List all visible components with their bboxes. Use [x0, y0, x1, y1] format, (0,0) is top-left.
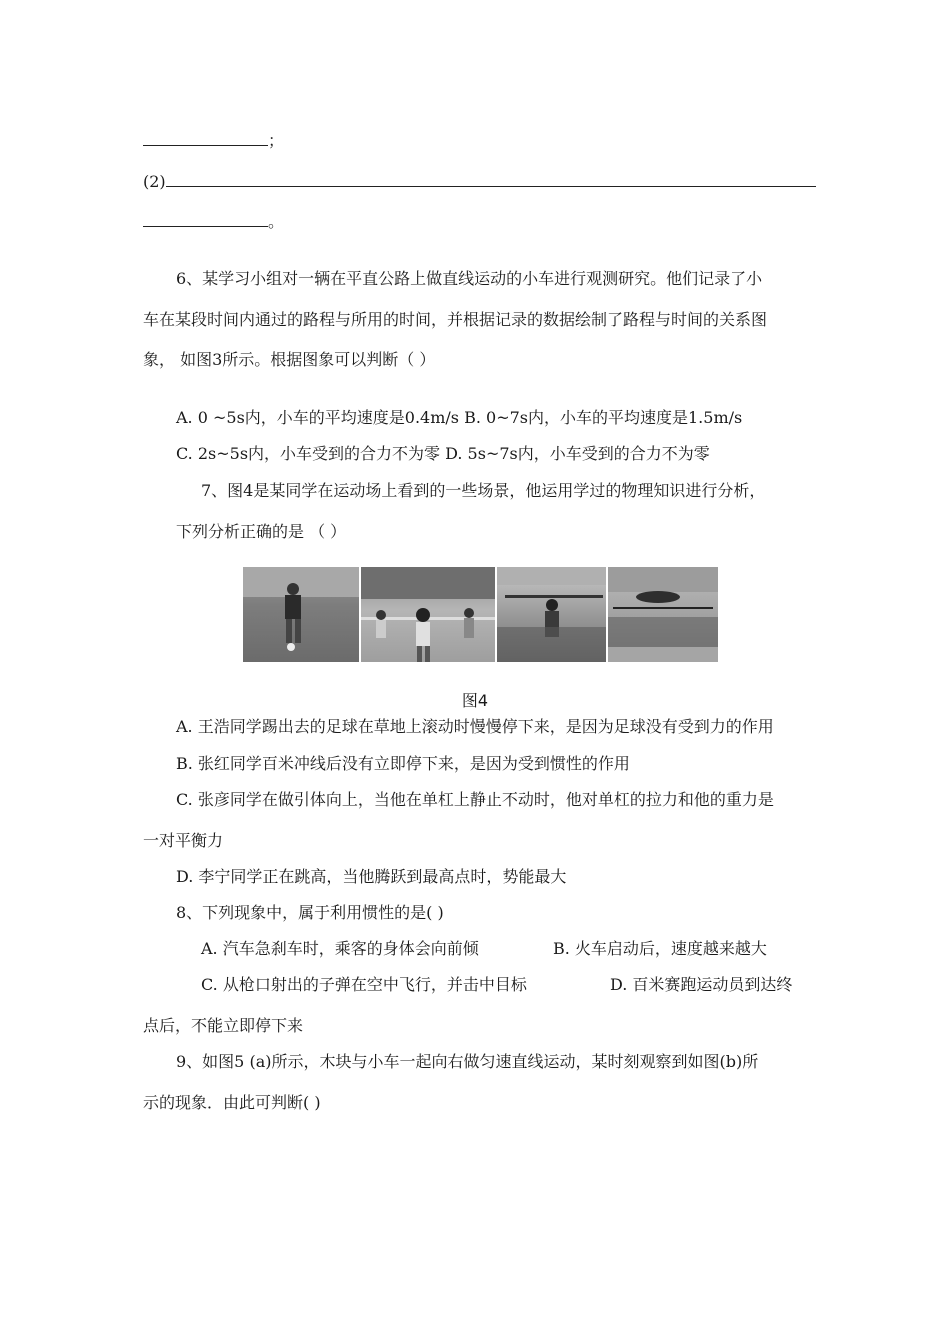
q9-stem-line2: 示的现象．由此可判断( )	[143, 1093, 321, 1112]
q7-option-c-line1: C. 张彦同学在做引体向上，当他在单杠上静止不动时，他对单杠的拉力和他的重力是	[176, 790, 774, 809]
figure-4-photos	[243, 567, 718, 662]
q6-stem-line2: 车在某段时间内通过的路程与所用的时间，并根据记录的数据绘制了路程与时间的关系图	[143, 310, 768, 329]
answer-line-2	[143, 172, 816, 192]
q8-option-c: C. 从枪口射出的子弹在空中飞行，并击中目标	[201, 975, 527, 994]
highjump-photo	[608, 567, 718, 662]
answer-blank	[143, 131, 268, 146]
answer-blank	[143, 212, 268, 227]
highjump-icon	[608, 567, 718, 662]
answer-label: (2)	[143, 172, 166, 191]
pullup-bar-icon	[497, 567, 607, 662]
q7-option-d: D. 李宁同学正在跳高，当他腾跃到最高点时，势能最大	[176, 867, 567, 886]
q8-stem: 8、下列现象中，属于利用惯性的是( )	[176, 903, 444, 922]
soccer-photo	[243, 567, 359, 662]
q7-option-a: A. 王浩同学踢出去的足球在草地上滚动时慢慢停下来，是因为足球没有受到力的作用	[176, 717, 774, 736]
q6-stem-line1: 6、某学习小组对一辆在平直公路上做直线运动的小车进行观测研究。他们记录了小	[176, 269, 763, 288]
pullup-photo	[497, 567, 607, 662]
q6-stem-line3: 象， 如图3所示。根据图象可以判断（ ）	[143, 350, 436, 369]
answer-line-3	[143, 212, 284, 232]
answer-line-end: 。	[268, 212, 285, 231]
running-photo	[361, 567, 495, 662]
q8-option-a: A. 汽车急刹车时，乘客的身体会向前倾	[201, 939, 479, 958]
q8-option-d: D. 百米赛跑运动员到达终	[610, 975, 793, 994]
answer-blank	[166, 172, 816, 187]
q9-stem-line1: 9、如图5 (a)所示，木块与小车一起向右做匀速直线运动，某时刻观察到如图(b)所	[176, 1052, 759, 1071]
q7-option-b: B. 张红同学百米冲线后没有立即停下来，是因为受到惯性的作用	[176, 754, 630, 773]
q7-option-c-line2: 一对平衡力	[143, 831, 224, 850]
answer-line-end: ；	[268, 131, 285, 150]
q8-option-b: B. 火车启动后，速度越来越大	[553, 939, 767, 958]
soccer-player-icon	[243, 567, 359, 662]
q7-stem-line2: 下列分析正确的是 （ ）	[176, 522, 347, 541]
q7-stem-line1: 7、图4是某同学在运动场上看到的一些场景，他运用学过的物理知识进行分析，	[201, 481, 766, 500]
figure-4-caption: 图4	[461, 691, 489, 710]
q6-options-ab: A. 0 ~5s内，小车的平均速度是0.4m/s B. 0~7s内，小车的平均速度是1.5m/s	[176, 408, 743, 427]
q6-options-cd: C. 2s~5s内，小车受到的合力不为零 D. 5s~7s内，小车受到的合力不为零	[176, 444, 710, 463]
runners-icon	[361, 567, 495, 662]
q8-option-d-line2: 点后，不能立即停下来	[143, 1016, 304, 1035]
answer-line-1	[143, 131, 284, 151]
